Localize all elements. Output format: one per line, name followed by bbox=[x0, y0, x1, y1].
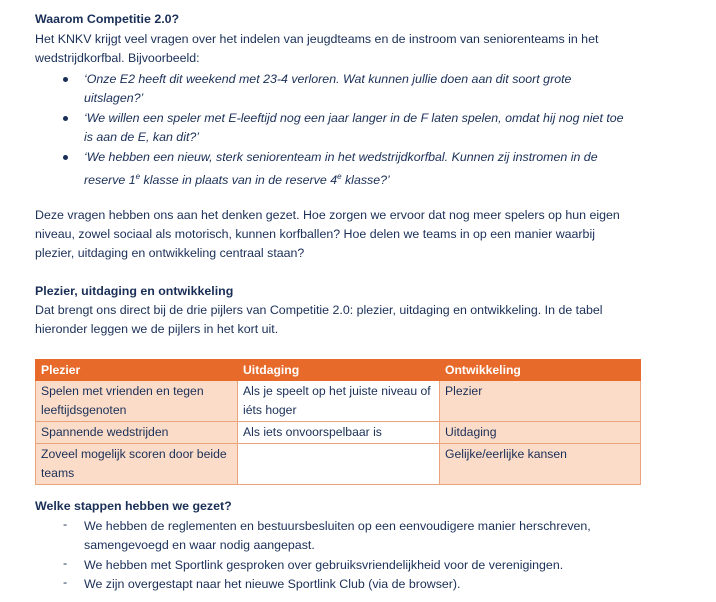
pijlers-line-2: hieronder leggen we de pijlers in het kort uit. bbox=[35, 322, 279, 336]
table-cell: Als iets onvoorspelbaar is bbox=[238, 422, 440, 444]
table-row bbox=[36, 381, 641, 422]
section-title-pijlers: Plezier, uitdaging en ontwikkeling bbox=[35, 284, 234, 298]
table-row bbox=[36, 422, 641, 444]
quote-2-line-1: ‘We willen een speler met E-leeftijd nog een jaar langer in de F laten spelen, omdat hij nog niet toe bbox=[84, 111, 624, 125]
quote-3-line-2: reserve 1e klasse in plaats van in de reserve 4e klasse?’ bbox=[84, 172, 390, 188]
section-title-stappen: Welke stappen hebben we gezet? bbox=[35, 499, 232, 513]
intro-line-1: Het KNKV krijgt veel vragen over het indelen van jeugdteams en de instroom van seniorenteams in het bbox=[35, 32, 599, 46]
paragraph-line-2: niveau, zowel sociaal als motorisch, kunnen korfballen? Hoe delen we teams in op een manier waarbij bbox=[35, 227, 595, 241]
step-2: We hebben met Sportlink gesproken over gebruiksvriendelijkheid voor de verenigingen. bbox=[84, 558, 564, 572]
pijlers-line-1: Dat brengt ons direct bij de drie pijlers van Competitie 2.0: plezier, uitdaging en ontwikkeling. In de tabel bbox=[35, 303, 603, 317]
quote-3-line-1: ‘We hebben een nieuw, sterk seniorenteam in het wedstrijdkorfbal. Kunnen zij instromen in de bbox=[84, 150, 598, 164]
dash-icon: - bbox=[63, 517, 68, 531]
intro-line-2: wedstrijdkorfbal. Bijvoorbeeld: bbox=[35, 51, 200, 65]
paragraph-line-1: Deze vragen hebben ons aan het denken gezet. Hoe zorgen we ervoor dat nog meer spelers op hun eigen bbox=[35, 208, 620, 222]
section-title-waarom: Waarom Competitie 2.0? bbox=[35, 12, 180, 26]
bullet-icon bbox=[63, 155, 68, 160]
pillars-table bbox=[35, 359, 641, 485]
bullet-icon bbox=[63, 77, 68, 82]
dash-icon: - bbox=[63, 575, 68, 589]
table-cell: Als je speelt op het juiste niveau of iéts hoger bbox=[238, 381, 440, 422]
dash-icon: - bbox=[63, 556, 68, 570]
header-plezier: Plezier bbox=[36, 360, 238, 381]
step-3: We zijn overgestapt naar het nieuwe Sportlink Club (via de browser). bbox=[84, 577, 461, 591]
quote-1-line-2: uitslagen?’ bbox=[84, 91, 144, 105]
table-cell bbox=[238, 444, 440, 485]
bullet-icon bbox=[63, 116, 68, 121]
quote-2-line-2: is aan de E, kan dit?’ bbox=[84, 130, 200, 144]
table-cell: Zoveel mogelijk scoren door beide teams bbox=[36, 444, 238, 485]
table-cell: Plezier bbox=[440, 381, 641, 422]
table-cell: Uitdaging bbox=[440, 422, 641, 444]
table-header-row bbox=[36, 360, 641, 381]
table-cell: Gelijke/eerlijke kansen bbox=[440, 444, 641, 485]
table-row bbox=[36, 444, 641, 485]
paragraph-line-3: plezier, uitdaging en ontwikkeling centraal staan? bbox=[35, 246, 305, 260]
step-1-line-2: samengevoegd en waar nodig aangepast. bbox=[84, 538, 315, 552]
step-1-line-1: We hebben de reglementen en bestuursbesluiten op een eenvoudigere manier herschreven, bbox=[84, 519, 591, 533]
table-cell: Spelen met vrienden en tegen leeftijdsgenoten bbox=[36, 381, 238, 422]
table-cell: Spannende wedstrijden bbox=[36, 422, 238, 444]
quote-1-line-1: ‘Onze E2 heeft dit weekend met 23-4 verloren. Wat kunnen jullie doen aan dit soort grote bbox=[84, 72, 572, 86]
header-uitdaging: Uitdaging bbox=[238, 360, 440, 381]
header-ontwikkeling: Ontwikkeling bbox=[440, 360, 641, 381]
